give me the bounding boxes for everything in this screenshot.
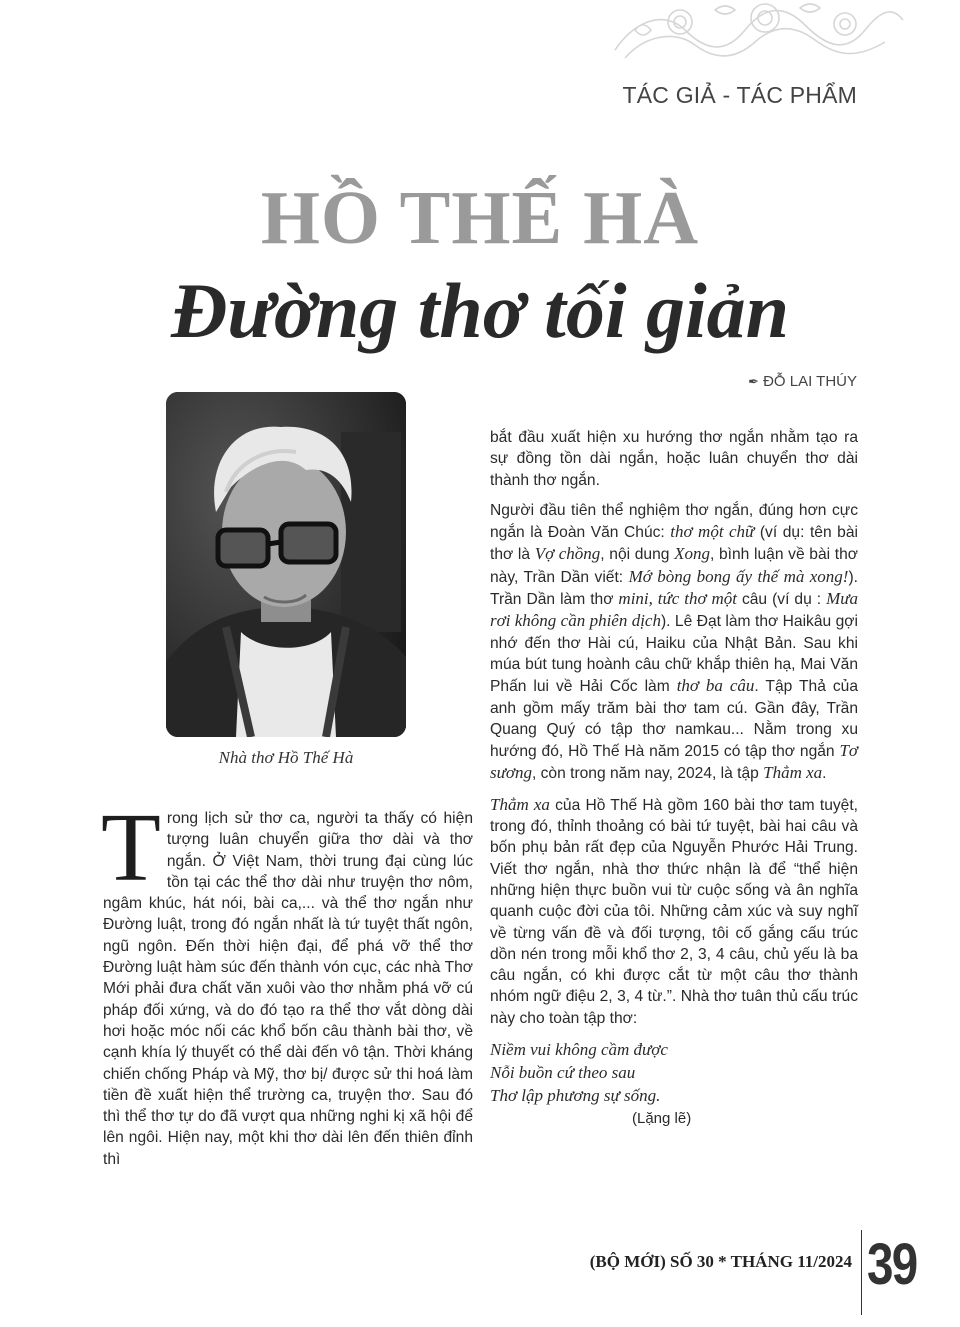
poem-line: Nỗi buồn cứ theo sau	[490, 1063, 636, 1083]
italic-run: thơ một chữ	[670, 522, 755, 542]
article-title-name: HỒ THẾ HÀ	[260, 176, 700, 260]
italic-run: Tơ sương	[490, 741, 858, 783]
paragraph-1: bắt đầu xuất hiện xu hướng thơ ngắn nhằm tạo ra sự đồng tồn dài ngắn, hoặc luân chuyển thơ dài thành thơ ngắn.	[490, 429, 858, 489]
text-run: của Hồ Thế Hà gồm 160 bài thơ tam tuyệt, trong đó, thỉnh thoảng có bài tứ tuyệt, bài hai câu và bốn phụ bản rất đẹp của Nguyễn Phước Hải Trung. Viết thơ ngắn, nhà thơ thức nhận là để “thể hiện những hiện thực buồn vui từ cuộc sống và ân nghĩa quanh cuộc đời của tôi. Những cảm xúc và suy nghĩ về từng vấn đề và đối tượng, tôi cố gắng cấu trúc dồn nén trong mỗi khổ thơ 2, 3, 4 câu, chủ yếu là ba câu ngắn, có khi được cắt từ một câu thơ thành nhóm ngữ điệu 2, 3, 4 từ.”. Nhà thơ tuân thủ cấu trúc này cho toàn tập thơ:	[490, 796, 859, 1027]
text-run: . Tập Thả của anh gồm mấy trăm bài thơ tam cú. Gần đây, Trần Quang Quý có tập thơ namkau... Nằm trong xu hướng đó, Hồ Thế Hà năm 2015 có tập thơ ngắn	[490, 678, 859, 761]
italic-run: mini, tức thơ một	[618, 589, 737, 609]
intro-paragraph	[101, 794, 473, 1170]
footer-divider	[861, 1230, 862, 1315]
text-run: , bình luận về bài thơ này, Trần Dần viết:	[490, 546, 858, 586]
photo-caption: Nhà thơ Hồ Thế Hà	[218, 748, 354, 767]
text-run: , còn trong năm nay, 2024, là tập	[531, 765, 764, 783]
text-run: , nội dung	[600, 546, 675, 564]
italic-run: Vợ chồng	[534, 544, 601, 564]
intro-text: rong lịch sử thơ ca, người ta thấy có hiện tượng luân chuyển giữa thơ dài và thơ ngắn. Ở Việt Nam, thời trung đại cùng lúc tồn tại các thể thơ dài như truyện thơ nôm, ngâm khúc, hát nói, bài ca,... và thể thơ ngắn như Đường luật, trong đó ngắn nhất là tứ tuyệt thất ngôn, ngũ ngôn. Đến thời hiện đại, để phá vỡ thể thơ Đường luật hàm súc đến thành vón cục, các nhà Thơ Mới phải đưa chất văn xuôi vào thơ nhằm phá vỡ cú pháp đối xứng, và do đó tạo ra thể thơ vắt dòng dài hơi hoặc móc nối các khổ bốn câu thành bài thơ, về cạnh khía lý thuyết có thể dài đến vô tận. Thời kháng chiến chống Pháp và Mỹ, thơ bị/ được sử thi hoá làm tiền đề xuất hiện thể trường ca, truyện thơ. Sau đó thì thể thơ tự do đã vượt qua những nghi kị xã hội để lên ngôi. Hiện nay, một khi thơ dài lên đến thiên đỉnh thì	[103, 810, 473, 1168]
left-column	[101, 794, 473, 1179]
paragraph-3	[490, 794, 858, 1029]
author-portrait	[166, 392, 406, 737]
pen-icon: ✒	[748, 374, 760, 389]
paragraph-2	[490, 500, 858, 785]
text-run: câu (ví dụ :	[736, 591, 827, 609]
text-run: ). Lê Đạt làm thơ Haikâu gợi nhớ đến thơ Hài cú, Haiku của Nhật Bản. Sau khi múa bút tung hoành câu chữ khắp thiên hạ, Mai Văn Phấn lui về Hải Cốc làm	[490, 613, 858, 696]
section-label: TÁC GIẢ - TÁC PHẨM	[622, 82, 857, 108]
byline	[748, 373, 857, 390]
italic-run: Mớ bòng bong ấy thế mà xong!	[628, 566, 849, 586]
text-run: .	[822, 765, 827, 783]
poem-line: Niềm vui không cầm được	[490, 1040, 668, 1060]
article-title-subtitle: Đường thơ tối giản	[170, 267, 790, 354]
text-run: (ví dụ: tên bài thơ là	[490, 524, 858, 564]
text-run: Người đầu tiên thể nghiệm thơ ngắn, đúng hơn cực ngắn là Đoàn Văn Chúc:	[490, 501, 858, 542]
decorative-ornament	[605, 0, 905, 62]
text-run: ). Trần Dần làm thơ	[490, 568, 858, 609]
italic-run: Xong	[674, 544, 711, 564]
poem-line: Thơ lập phương sự sống.	[490, 1086, 661, 1106]
right-column	[490, 427, 858, 1130]
italic-run: thơ ba câu	[676, 676, 755, 696]
drop-cap: T	[101, 794, 161, 902]
poem-excerpt	[490, 1038, 858, 1130]
italic-run: Thẳm xa	[490, 794, 550, 814]
author-name: ĐỖ LAI THÚY	[763, 373, 857, 390]
portrait-image	[166, 392, 406, 737]
poem-source: (Lặng lẽ)	[632, 1110, 692, 1128]
page-number: 39	[867, 1232, 917, 1297]
issue-info: (BỘ MỚI) SỐ 30 * THÁNG 11/2024	[589, 1252, 852, 1271]
italic-run: Mưa rơi không cần phiên dịch	[490, 589, 859, 631]
italic-run: Thẳm xa	[763, 763, 823, 783]
